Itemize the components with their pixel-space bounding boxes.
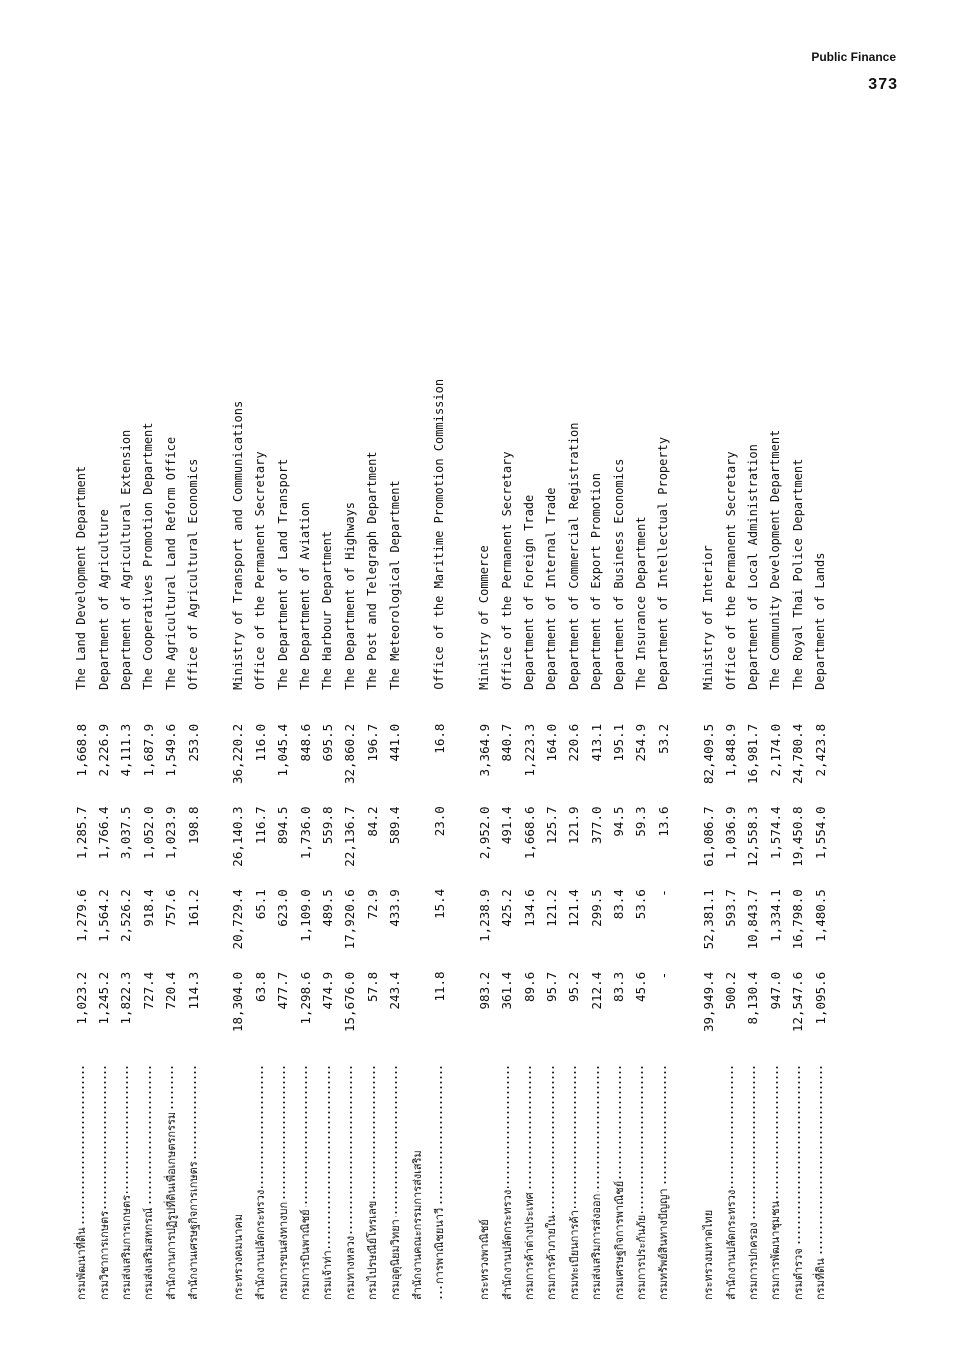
thai-label xyxy=(95,1065,113,1301)
ministry-row xyxy=(473,190,495,1300)
value-cell: 1,480.5 xyxy=(812,889,828,942)
thai-label xyxy=(565,1065,583,1301)
table-row xyxy=(249,190,271,1300)
table-row xyxy=(361,190,383,1300)
table-row xyxy=(383,190,405,1300)
value-cell: 17,920.6 xyxy=(342,889,358,950)
value-cell: 254.9 xyxy=(633,723,649,762)
value-cell: 10,843.7 xyxy=(745,889,761,950)
value-cell: 12,558.3 xyxy=(745,806,761,867)
thai-label-text: กระทรวงพาณิชย์ xyxy=(478,1219,492,1300)
value-cell: 1,766.4 xyxy=(96,806,112,860)
table-row xyxy=(742,190,764,1300)
table-row xyxy=(764,190,786,1300)
value-cell: 39,949.4 xyxy=(700,971,716,1033)
value-cell: 589.4 xyxy=(387,806,403,845)
value-cell: 116.0 xyxy=(252,723,268,762)
english-label: Ministry of Interior xyxy=(701,545,716,690)
value-cell: 164.0 xyxy=(543,723,559,762)
value-cell: 500.2 xyxy=(723,971,739,1010)
thai-label-text: การพาณิชยนาวี xyxy=(433,1207,447,1284)
value-cell: 894.5 xyxy=(275,806,291,845)
value-cell: 15.4 xyxy=(431,888,447,919)
value-cell: 212.4 xyxy=(588,971,604,1010)
thai-label-text: กรมการบินพาณิชย์ xyxy=(299,1209,313,1300)
table-row xyxy=(70,190,92,1300)
thai-label xyxy=(184,1065,202,1301)
value-cell: 1,052.0 xyxy=(140,806,156,860)
table-row xyxy=(495,190,517,1300)
table-row xyxy=(630,190,652,1300)
table-row xyxy=(406,190,428,1300)
value-cell: 2,226.9 xyxy=(96,723,112,777)
english-label: The Department of Highways xyxy=(342,501,357,690)
thai-label-text: กรมไปรษณีย์โทรเลข xyxy=(366,1200,380,1300)
thai-label xyxy=(386,1065,404,1301)
thai-label xyxy=(542,1065,560,1301)
value-cell: 53.6 xyxy=(633,889,649,920)
english-label: The Cooperatives Promotion Department xyxy=(141,422,156,690)
thai-label-text: กรมทรัพย์สินทางปัญญา xyxy=(657,1188,671,1300)
running-header-title: Public Finance xyxy=(811,50,896,64)
value-cell: 1,564.2 xyxy=(96,889,112,942)
value-cell: 695.5 xyxy=(319,723,335,762)
value-cell: 361.4 xyxy=(499,971,515,1010)
english-label: Department of Commercial Registration xyxy=(566,422,581,690)
value-cell: 121.4 xyxy=(566,889,582,927)
value-cell: 3,037.5 xyxy=(118,806,134,860)
english-label: Department of Lands xyxy=(813,552,828,690)
value-cell: 425.2 xyxy=(499,889,515,927)
table-row xyxy=(563,190,585,1300)
value-cell: 196.7 xyxy=(364,723,380,762)
thai-label-text: กรมทางหลวง xyxy=(343,1235,357,1300)
english-label: The Insurance Department xyxy=(633,516,648,690)
thai-label-text: กรมการปกครอง xyxy=(746,1222,760,1300)
value-cell: 2,952.0 xyxy=(476,806,492,860)
value-cell: 82,409.5 xyxy=(700,723,716,785)
value-cell: 1,848.9 xyxy=(723,723,739,777)
english-label: The Community Development Department xyxy=(768,429,783,690)
thai-label-text: กรมพัฒนาที่ดิน xyxy=(75,1227,89,1300)
english-label: Office of the Maritime Promotion Commission xyxy=(432,378,447,690)
table-row xyxy=(160,190,182,1300)
table-row xyxy=(316,190,338,1300)
value-cell: 26,140.3 xyxy=(230,806,246,867)
table-row xyxy=(272,190,294,1300)
value-cell: 16,981.7 xyxy=(745,723,761,785)
thai-label-text: กรมอุตุนิยมวิทยา xyxy=(388,1219,402,1300)
table-row xyxy=(294,190,316,1300)
thai-label xyxy=(296,1065,314,1301)
value-cell: 377.0 xyxy=(588,806,604,845)
thai-label xyxy=(722,1065,740,1301)
value-cell: 1,045.4 xyxy=(275,723,291,777)
value-cell: 134.6 xyxy=(521,889,537,927)
english-label: The Department of Land Transport xyxy=(275,458,290,690)
value-cell: 477.7 xyxy=(275,971,291,1010)
thai-label xyxy=(475,1065,493,1301)
value-cell: 1,023.2 xyxy=(73,971,89,1025)
thai-label xyxy=(274,1065,292,1301)
english-label: Department of Intellectual Property xyxy=(656,436,671,690)
thai-label xyxy=(408,1065,426,1301)
thai-label-text: กรมเจ้าท่า xyxy=(321,1250,335,1300)
value-cell: - xyxy=(655,889,671,897)
thai-label-text: กรมส่งเสริมการเกษตร xyxy=(119,1194,133,1300)
table-row xyxy=(787,190,809,1300)
section-gap xyxy=(451,190,473,1300)
thai-label-text: สำนักงานปลัดกระทรวง xyxy=(254,1189,268,1300)
english-label: The Agricultural Land Reform Office xyxy=(163,436,178,690)
value-cell: 220.6 xyxy=(566,723,582,762)
value-cell: 1,549.6 xyxy=(163,723,179,777)
value-cell: 1,036.9 xyxy=(723,806,739,860)
value-cell: 1,298.6 xyxy=(297,971,313,1025)
value-cell: 4,111.3 xyxy=(118,723,134,777)
value-cell: 253.0 xyxy=(185,723,201,762)
value-cell: 1,095.6 xyxy=(812,971,828,1025)
thai-label xyxy=(341,1065,359,1301)
table-row xyxy=(585,190,607,1300)
english-label: The Royal Thai Police Department xyxy=(790,458,805,690)
value-cell: 8,130.4 xyxy=(745,971,761,1025)
table-row xyxy=(809,190,831,1300)
value-cell: 121.9 xyxy=(566,806,582,845)
value-cell: 59.3 xyxy=(633,806,649,837)
value-cell: 1,668.8 xyxy=(73,723,89,777)
value-cell: 947.0 xyxy=(767,971,783,1010)
value-cell: 195.1 xyxy=(611,723,627,762)
value-cell: 65.1 xyxy=(252,889,268,920)
value-cell: 19,450.8 xyxy=(790,806,806,867)
value-cell: 16,798.0 xyxy=(790,889,806,950)
thai-label-text: กรมวิชาการเกษตร xyxy=(97,1210,111,1300)
value-cell: 1,822.3 xyxy=(118,971,134,1025)
value-cell: 3,364.9 xyxy=(476,723,492,777)
value-cell: 36,220.2 xyxy=(230,723,246,785)
english-label: The Harbour Department xyxy=(320,530,335,690)
thai-label xyxy=(520,1065,538,1301)
thai-label-text: กรมตำรวจ xyxy=(791,1248,805,1300)
thai-label-text: สำนักงานการปฏิรูปที่ดินเพื่อเกษตรกรรม xyxy=(164,1111,178,1300)
thai-label-text: กรมการขนส่งทางบก xyxy=(276,1201,290,1300)
value-cell: 1,736.0 xyxy=(297,806,313,860)
value-cell: 161.2 xyxy=(185,889,201,927)
value-cell: 1,238.9 xyxy=(476,889,492,942)
thai-label xyxy=(744,1065,762,1301)
value-cell: 18,304.0 xyxy=(230,971,246,1033)
thai-label-text: กรมส่งเสริมการส่งออก xyxy=(590,1193,604,1300)
thai-label-text: กรมการพัฒนาชุมชน xyxy=(769,1200,783,1300)
value-cell: 848.6 xyxy=(297,723,313,762)
value-cell: 32,860.2 xyxy=(342,723,358,785)
thai-label-text: สำนักงานปลัดกระทรวง xyxy=(724,1189,738,1300)
value-cell: 1,554.0 xyxy=(812,806,828,860)
value-cell: 433.9 xyxy=(387,889,403,927)
value-cell: 22,136.7 xyxy=(342,806,358,867)
thai-label xyxy=(251,1065,269,1301)
english-label: Department of Business Economics xyxy=(611,458,626,690)
thai-label-text: กรมส่งเสริมสหกรณ์ xyxy=(142,1207,156,1300)
page-number: 373 xyxy=(868,76,898,93)
value-cell: 13.6 xyxy=(655,806,671,837)
budget-table xyxy=(70,190,831,1300)
value-cell: 1,279.6 xyxy=(73,889,89,942)
value-cell: 83.4 xyxy=(611,889,627,920)
thai-label xyxy=(811,1065,829,1301)
value-cell: 94.5 xyxy=(611,806,627,837)
thai-label xyxy=(766,1065,784,1301)
english-label: Department of Internal Trade xyxy=(544,487,559,690)
value-cell: 45.6 xyxy=(633,971,649,1002)
value-cell: 474.9 xyxy=(319,971,335,1010)
value-cell: 61,086.7 xyxy=(700,806,716,867)
value-cell: 623.0 xyxy=(275,889,291,927)
table-row xyxy=(182,190,204,1300)
value-cell: 299.5 xyxy=(588,889,604,927)
value-cell: 95.7 xyxy=(543,971,559,1002)
value-cell: 121.2 xyxy=(543,889,559,927)
thai-label-text: กรมเศรษฐกิจการพาณิชย์ xyxy=(612,1180,626,1300)
value-cell: 413.1 xyxy=(588,723,604,762)
thai-label-text: กรมการค้าต่างประเทศ xyxy=(523,1192,536,1300)
value-cell: 12,547.6 xyxy=(790,971,806,1033)
english-label: The Meteorological Department xyxy=(387,480,402,690)
table-row xyxy=(137,190,159,1300)
table-row xyxy=(540,190,562,1300)
thai-label xyxy=(72,1065,90,1301)
value-cell: 593.7 xyxy=(723,889,739,927)
thai-label-text: กรมการประกันภัย xyxy=(634,1214,648,1300)
value-cell: 2,423.8 xyxy=(812,723,828,777)
value-cell: 243.4 xyxy=(387,971,403,1010)
value-cell: 1,245.2 xyxy=(96,971,112,1025)
value-cell: 63.8 xyxy=(252,971,268,1002)
value-cell: 52,381.1 xyxy=(700,889,716,950)
thai-label-text: กรมทะเบียนการค้า xyxy=(567,1210,581,1300)
ministry-row xyxy=(227,190,249,1300)
value-cell: 757.6 xyxy=(163,889,179,927)
thai-label xyxy=(430,1064,448,1300)
thai-label-text: สำนักงานเศรษฐกิจการเกษตร xyxy=(187,1161,201,1300)
table-row xyxy=(115,190,137,1300)
value-cell: 2,174.0 xyxy=(767,723,783,777)
value-cell: 727.4 xyxy=(140,971,156,1010)
thai-label xyxy=(363,1065,381,1301)
value-cell: 720.4 xyxy=(163,971,179,1010)
thai-label xyxy=(117,1065,135,1301)
value-cell: 114.3 xyxy=(185,971,201,1010)
thai-label-text: กรมที่ดิน xyxy=(814,1258,828,1300)
thai-label xyxy=(139,1065,157,1301)
english-label: The Post and Telegraph Department xyxy=(365,451,380,690)
thai-label xyxy=(162,1065,180,1301)
value-cell: 1,285.7 xyxy=(73,806,89,860)
ministry-row xyxy=(697,190,719,1300)
section-gap xyxy=(675,190,697,1300)
english-label: Office of Agricultural Economics xyxy=(186,458,201,690)
value-cell: 23.0 xyxy=(431,806,447,837)
english-label: Office of the Permanent Secretary xyxy=(723,451,738,690)
value-cell: 840.7 xyxy=(499,723,515,762)
table-row xyxy=(428,190,450,1300)
value-cell: 116.7 xyxy=(252,806,268,845)
english-label: The Land Development Department xyxy=(74,465,89,690)
thai-label-text: สำนักงานคณะกรรมการส่งเสริม xyxy=(411,1150,425,1300)
value-cell: 1,687.9 xyxy=(140,723,156,777)
english-label: Department of Foreign Trade xyxy=(522,494,536,690)
thai-label xyxy=(610,1065,628,1301)
english-label: Department of Agricultural Extension xyxy=(118,429,133,690)
value-cell: - xyxy=(655,971,671,980)
thai-label xyxy=(789,1065,807,1301)
english-label: Department of Export Promotion xyxy=(589,473,604,690)
value-cell: 1,109.0 xyxy=(297,889,313,942)
table-row xyxy=(607,190,629,1300)
value-cell: 11.8 xyxy=(431,971,447,1002)
value-cell: 198.8 xyxy=(185,806,201,845)
value-cell: 559.8 xyxy=(319,806,335,845)
english-label: Ministry of Transport and Communications xyxy=(230,400,245,690)
english-label: Office of the Permanent Secretary xyxy=(499,451,514,690)
value-cell: 84.2 xyxy=(364,806,380,837)
value-cell: 491.4 xyxy=(499,806,515,845)
value-cell: 983.2 xyxy=(476,971,492,1010)
english-label: Office of the Permanent Secretary xyxy=(253,451,268,690)
table-row xyxy=(652,190,674,1300)
thai-label xyxy=(699,1065,717,1301)
value-cell: 489.5 xyxy=(319,889,335,927)
value-cell: 57.8 xyxy=(364,971,380,1002)
value-cell: 1,334.1 xyxy=(767,889,783,942)
english-label: The Department of Aviation xyxy=(298,501,313,690)
thai-label xyxy=(654,1065,672,1301)
value-cell: 20,729.4 xyxy=(230,889,246,950)
thai-label xyxy=(229,1065,247,1301)
value-cell: 15,676.0 xyxy=(342,971,358,1033)
thai-label xyxy=(318,1065,336,1301)
table-row xyxy=(339,190,361,1300)
thai-label-text: กระทรวงมหาดไทย xyxy=(702,1209,716,1300)
value-cell: 95.2 xyxy=(566,971,582,1002)
table-row xyxy=(92,190,114,1300)
value-cell: 89.6 xyxy=(521,971,537,1002)
value-cell: 1,023.9 xyxy=(163,806,179,860)
value-cell: 1,574.4 xyxy=(767,806,783,860)
thai-label xyxy=(587,1065,605,1301)
value-cell: 16.8 xyxy=(431,723,447,754)
table-row xyxy=(719,190,741,1300)
value-cell: 441.0 xyxy=(387,723,403,762)
english-label: Department of Agriculture xyxy=(96,509,111,690)
value-cell: 1,668.6 xyxy=(521,806,537,860)
english-label: Department of Local Administration xyxy=(745,444,760,690)
thai-label-text: กระทรวงคมนาคม xyxy=(231,1213,245,1300)
thai-label-text: สำนักงานปลัดกระทรวง xyxy=(500,1189,514,1300)
value-cell: 53.2 xyxy=(655,723,671,754)
value-cell: 918.4 xyxy=(140,889,156,927)
table-row xyxy=(518,190,540,1300)
value-cell: 125.7 xyxy=(543,806,559,845)
value-cell: 83.3 xyxy=(611,971,627,1002)
value-cell: 72.9 xyxy=(364,889,380,920)
value-cell: 1,223.3 xyxy=(521,723,537,777)
thai-label-text: กรมการค้าภายใน xyxy=(545,1215,559,1300)
section-gap xyxy=(204,190,226,1300)
value-cell: 24,780.4 xyxy=(790,723,806,785)
value-cell: 2,526.2 xyxy=(118,889,134,942)
thai-label xyxy=(632,1065,650,1301)
thai-label xyxy=(498,1065,516,1301)
english-label: Ministry of Commerce xyxy=(477,545,492,690)
